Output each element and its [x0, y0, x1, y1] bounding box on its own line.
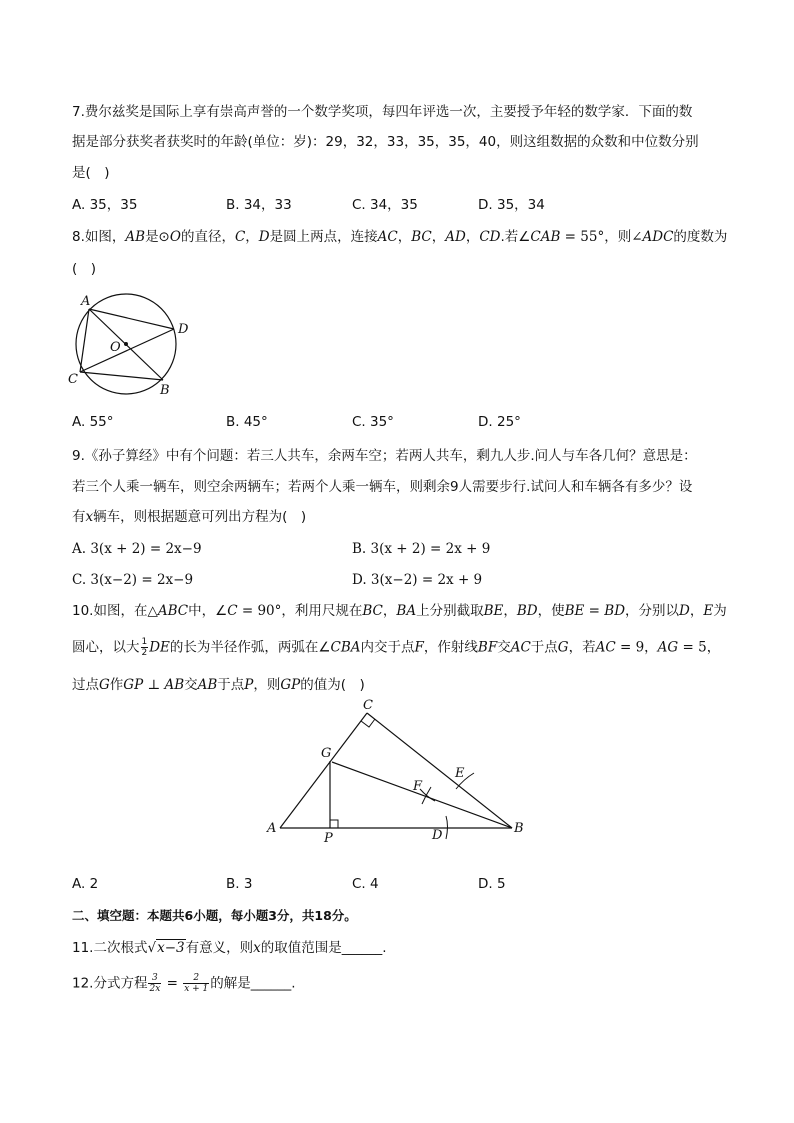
center-point-o — [124, 342, 128, 346]
q9-option-c: C. 3(x−2) = 2x−9 — [72, 572, 194, 588]
q10-option-c: C. 4 — [352, 876, 379, 892]
q10-triangle-figure — [260, 695, 540, 850]
q9-option-b: B. 3(x + 2) = 2x + 9 — [352, 541, 491, 557]
q8-option-a: A. 55° — [72, 414, 114, 430]
q7-line-2: 据是部分获奖者获奖时的年龄(单位：岁)：29，32，33，35，35，40，则这组数据的众数和中位数分别 — [72, 134, 699, 150]
label-b: B — [514, 821, 524, 836]
q9-option-d: D. 3(x−2) = 2x + 9 — [352, 572, 483, 588]
q9-line-1: 9.《孙子算经》中有个问题：若三人共车，余两车空；若两人共车，剩九人步.问人与车各几何？意思是： — [72, 448, 697, 464]
label-f: F — [413, 779, 423, 794]
q8-option-d: D. 25° — [478, 414, 521, 430]
fraction-2-over-x-plus-1: $\frac{2}{x + 1}$ — [184, 973, 209, 994]
q11-line: 11.二次根式√x−3有意义，则x的取值范围是______. — [72, 940, 387, 956]
segment-bc — [80, 372, 163, 380]
q8-line-2: ( ) — [72, 261, 97, 277]
q7-option-a: A. 35，35 — [72, 197, 138, 213]
label-d: D — [432, 828, 443, 843]
segment-cd — [80, 329, 174, 372]
q10-option-d: D. 5 — [478, 876, 506, 892]
q9-option-a: A. 3(x + 2) = 2x−9 — [72, 541, 202, 557]
label-p: P — [324, 831, 333, 846]
q9-line-3: 有x辆车，则根据题意可列出方程为( ) — [72, 509, 307, 525]
q7-option-c: C. 34，35 — [352, 197, 418, 213]
q12-line: 12.分式方程 $\frac{3}{2x}$ = $\frac{2}{x + 1}$ 的解是______. — [72, 973, 296, 994]
label-b: B — [160, 383, 170, 398]
fraction-one-half: $\frac{1}{2}$ — [141, 637, 148, 658]
square-root: √x−3 — [147, 940, 185, 956]
section-heading-fill-in: 二、填空题：本题共6小题，每小题3分，共18分。 — [72, 908, 357, 923]
fraction-3-over-2x: $\frac{3}{2x}$ — [149, 973, 161, 994]
segment-ad — [89, 309, 174, 329]
segment-cb — [367, 713, 512, 828]
label-e: E — [455, 766, 465, 781]
label-c: C — [68, 372, 78, 387]
right-angle-mark-p — [330, 820, 338, 828]
q8-option-c: C. 35° — [352, 414, 394, 430]
segment-ac — [80, 309, 89, 372]
q10-line-2: 圆心，以大 $\frac{1}{2}$ DE的长为半径作弧，两弧在∠CBA内交于点F，作射线BF交AC于点G，若AC = 9，AG = 5， — [72, 637, 721, 658]
q10-option-b: B. 3 — [226, 876, 253, 892]
q10-line-1: 10.如图，在△ABC中，∠C = 90°，利用尺规在BC，BA上分别截取BE，BD，使BE = BD，分别以D，E为 — [72, 603, 727, 619]
q10-line-3: 过点G作GP ⊥ AB交AB于点P，则GP的值为( ) — [72, 677, 365, 693]
label-o: O — [110, 340, 121, 355]
label-a: A — [81, 294, 91, 309]
q7-line-1: 7.费尔兹奖是国际上享有崇高声誉的一个数学奖项，每四年评选一次，主要授予年轻的数学家．下面的数 — [72, 104, 693, 120]
label-g: G — [321, 746, 332, 761]
q10-option-a: A. 2 — [72, 876, 99, 892]
label-a: A — [267, 821, 277, 836]
q7-option-b: B. 34，33 — [226, 197, 292, 213]
right-angle-mark-c — [361, 719, 375, 727]
q8-circle-figure — [60, 285, 200, 400]
label-d: D — [178, 322, 189, 337]
q7-option-d: D. 35，34 — [478, 197, 545, 213]
q8-line-1: 8.如图，AB是⊙O的直径，C，D是圆上两点，连接AC，BC，AD，CD.若∠CAB = 55°，则∠ADC的度数为 — [72, 229, 728, 245]
ray-bf — [332, 762, 512, 828]
q7-line-3: 是( ) — [72, 165, 110, 181]
q9-line-2: 若三个人乘一辆车，则空余两辆车；若两个人乘一辆车，则剩余9人需要步行.试问人和车辆各有多少？设 — [72, 479, 693, 495]
label-c: C — [363, 698, 373, 713]
q8-option-b: B. 45° — [226, 414, 268, 430]
